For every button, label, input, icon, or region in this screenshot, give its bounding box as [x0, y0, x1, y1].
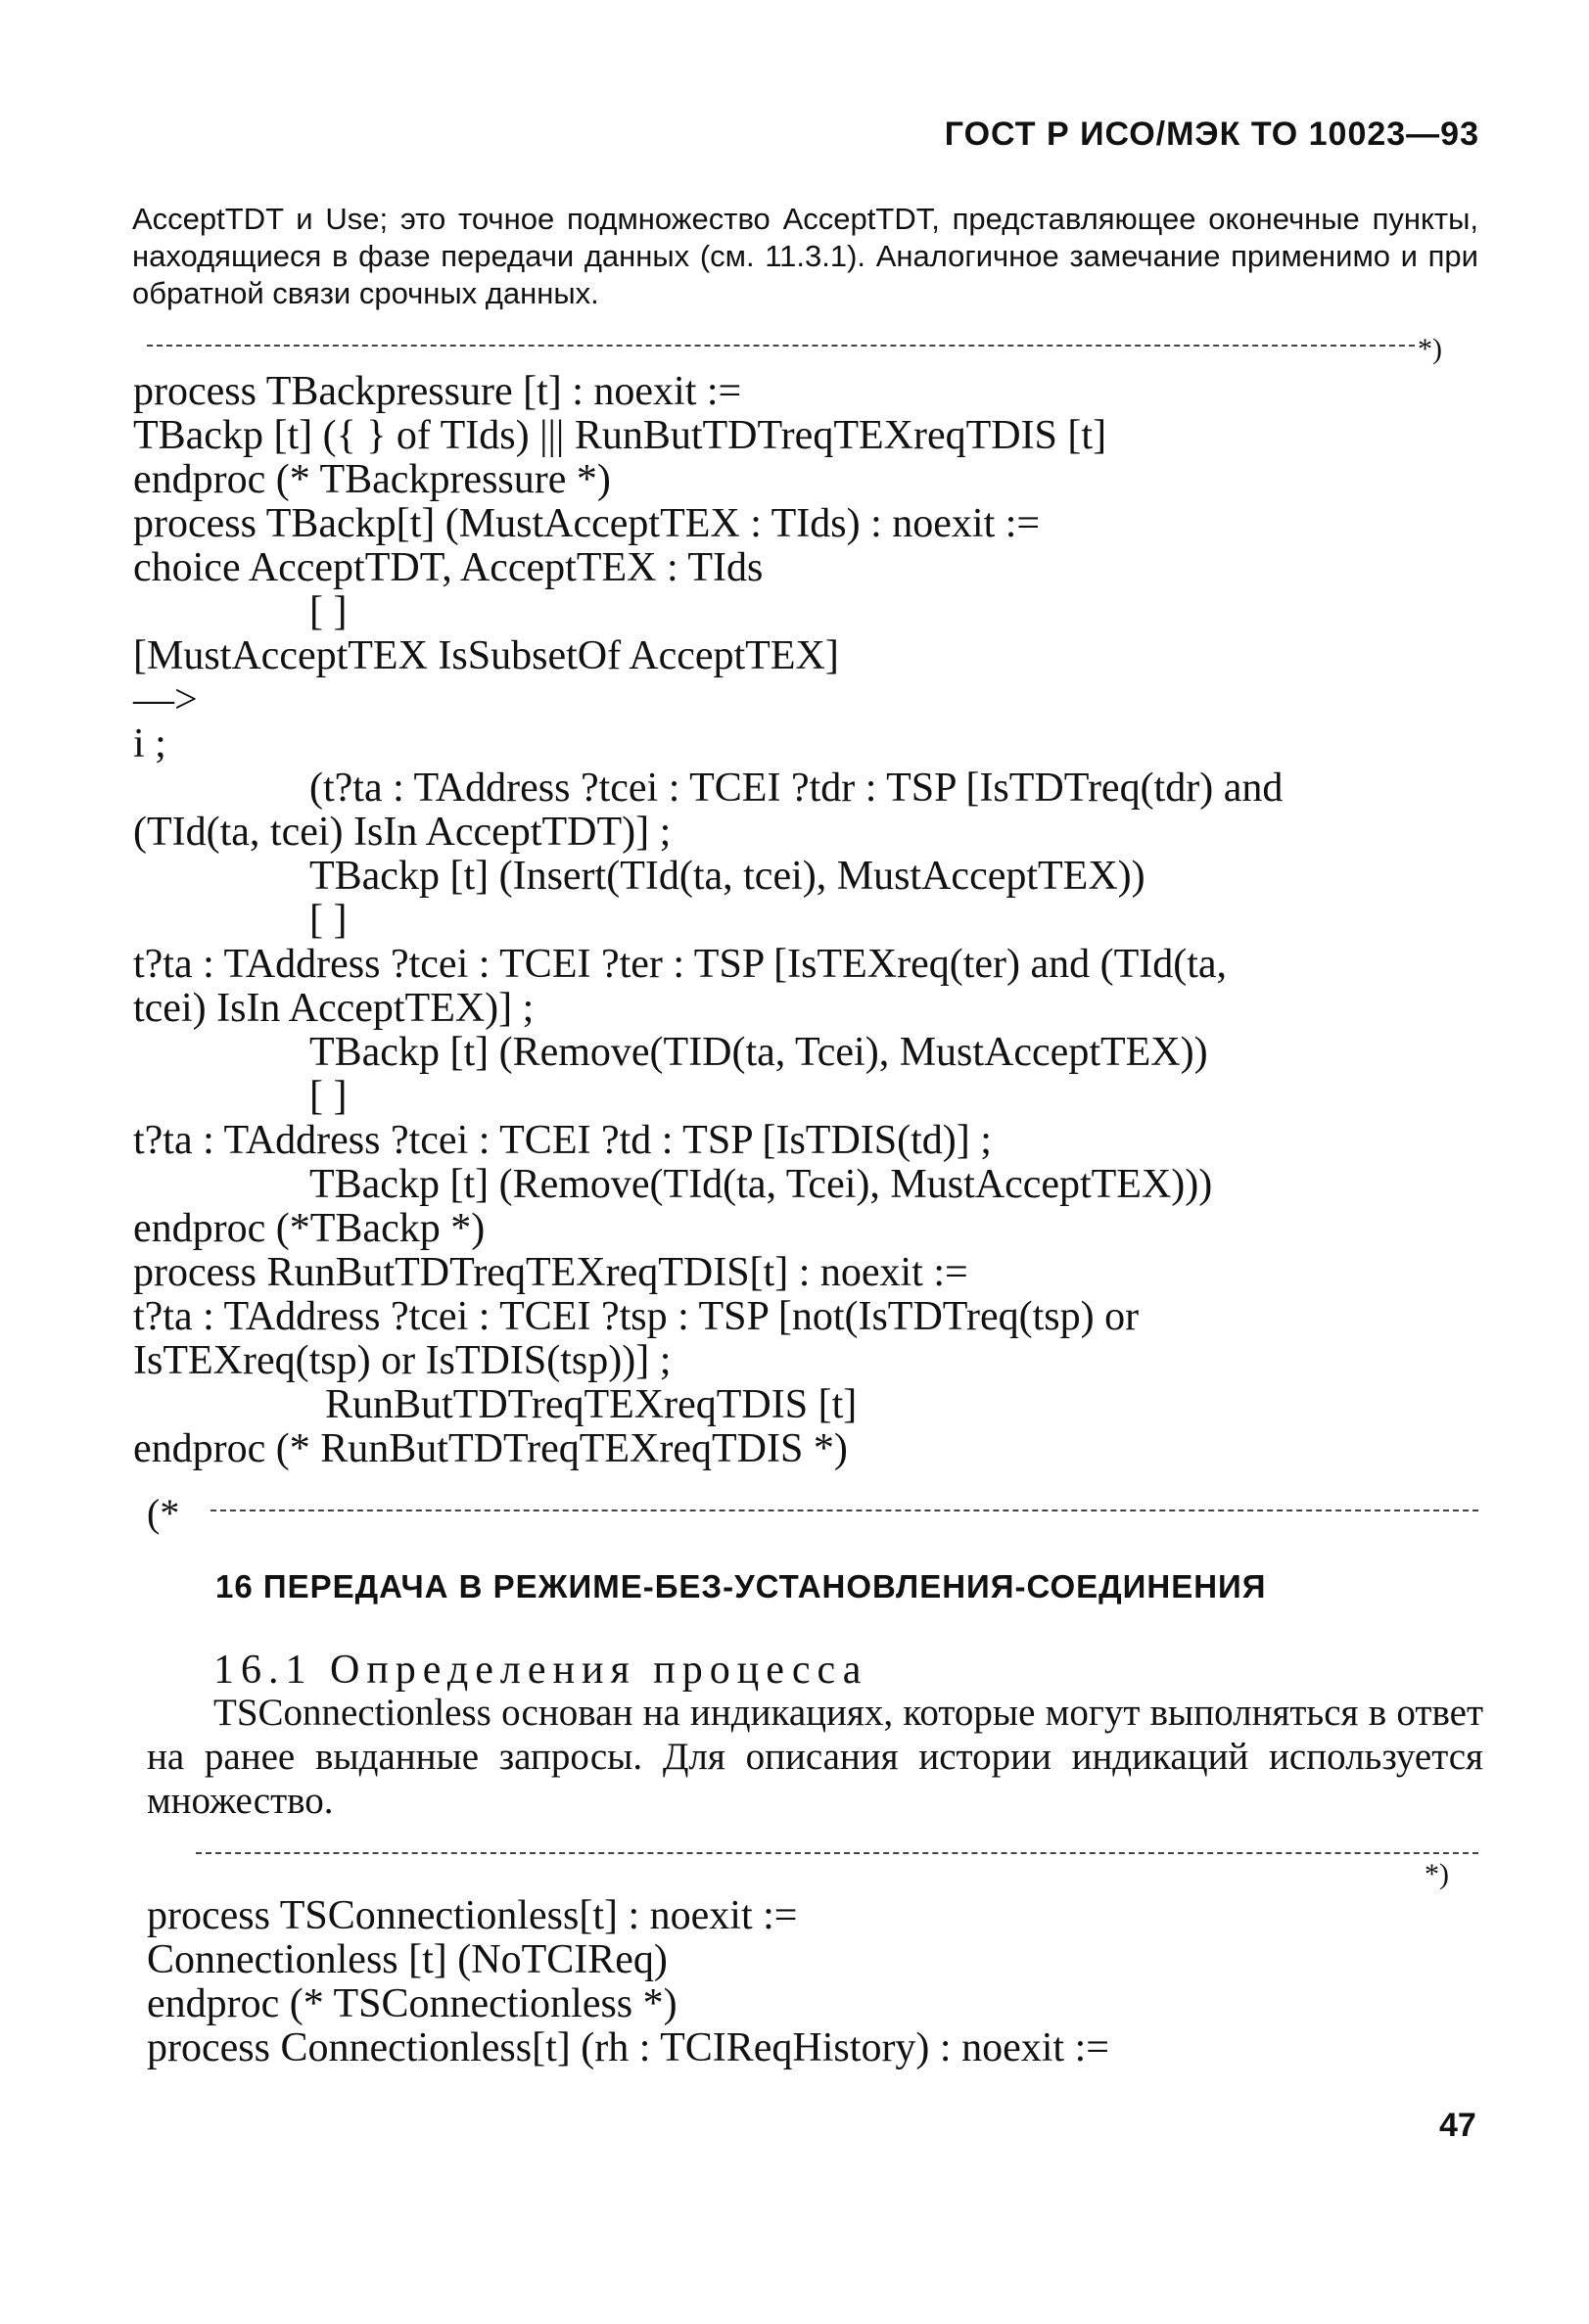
- subsection-title: 16.1 Определения процесса: [213, 1648, 868, 1693]
- dashed-separator: [147, 345, 1415, 347]
- code-line: endproc (* TSConnectionless *): [147, 1981, 678, 2026]
- code-line: process RunButTDTreqTEXreqTDIS[t] : noexit :=: [133, 1250, 968, 1295]
- code-line: [ ]: [309, 589, 348, 634]
- code-line: TBackp [t] ({ } of TIds) ||| RunButTDTreqTEXreqTDIS [t]: [133, 413, 1107, 458]
- code-line: process Connectionless[t] (rh : TCIReqHistory) : noexit :=: [147, 2025, 1109, 2070]
- code-line: t?ta : TAddress ?tcei : TCEI ?tsp : TSP [not(IsTDTreq(tsp) or: [133, 1294, 1140, 1339]
- code-line: t?ta : TAddress ?tcei : TCEI ?ter : TSP [IsTEXreq(ter) and (TId(ta,: [133, 942, 1228, 987]
- dashed-separator: [196, 1852, 1478, 1854]
- comment-close-mark: *): [1425, 1858, 1449, 1890]
- document-header: ГОСТ Р ИСО/МЭК ТО 10023—93: [944, 116, 1479, 153]
- code-line: tcei) IsIn AcceptTEX)] ;: [133, 986, 535, 1031]
- code-line: TBackp [t] (Remove(TId(ta, Tcei), MustAcceptTEX))): [309, 1162, 1213, 1207]
- dashed-separator: [210, 1510, 1478, 1511]
- code-line: t?ta : TAddress ?tcei : TCEI ?td : TSP [IsTDIS(td)] ;: [133, 1118, 992, 1163]
- code-line: RunButTDTreqTEXreqTDIS [t]: [325, 1382, 858, 1427]
- section-title: 16 ПЕРЕДАЧА В РЕЖИМЕ-БЕЗ-УСТАНОВЛЕНИЯ-СОЕДИНЕНИЯ: [215, 1568, 1267, 1604]
- intro-paragraph: AcceptTDT и Use; это точное подмножество AcceptTDT, представляющее оконечные пункты, находящиеся в фазе передачи данных (см. 11.3.1). Аналогичное замечание применимо и при обратной связи срочных данных.: [132, 202, 1478, 310]
- code-line: (TId(ta, tcei) IsIn AcceptTDT)] ;: [133, 810, 672, 855]
- comment-open-mark: (*: [147, 1491, 180, 1535]
- code-line: [MustAcceptTEX IsSubsetOf AcceptTEX]: [133, 633, 839, 678]
- code-line: —>: [133, 677, 198, 722]
- code-line: IsTEXreq(tsp) or IsTDIS(tsp))] ;: [133, 1338, 672, 1383]
- code-line: endproc (* TBackpressure *): [133, 457, 611, 502]
- code-line: process TBackpressure [t] : noexit :=: [133, 369, 742, 414]
- code-line: endproc (* RunButTDTreqTEXreqTDIS *): [133, 1426, 848, 1471]
- code-line: [ ]: [309, 898, 348, 943]
- code-line: process TSConnectionless[t] : noexit :=: [147, 1893, 798, 1938]
- code-block-1: [133, 370, 1484, 1471]
- code-line: (t?ta : TAddress ?tcei : TCEI ?tdr : TSP [IsTDTreq(tdr) and: [309, 766, 1284, 811]
- page-number: 47: [1439, 2107, 1476, 2144]
- code-line: choice AcceptTDT, AcceptTEX : TIds: [133, 545, 764, 590]
- code-line: i ;: [133, 721, 166, 767]
- code-line: TBackp [t] (Insert(TId(ta, tcei), MustAcceptTEX)): [309, 854, 1145, 899]
- code-line: [ ]: [309, 1074, 348, 1119]
- code-line: endproc (*TBackp *): [133, 1206, 486, 1251]
- code-line: process TBackp[t] (MustAcceptTEX : TIds) : noexit :=: [133, 501, 1041, 546]
- section-paragraph: TSConnectionless основан на индикациях, которые могут выполняться в ответ на ранее выданные запросы. Для описания истории индикаций используется множество.: [147, 1692, 1483, 1822]
- comment-close-mark: *): [1418, 333, 1442, 365]
- code-line: Connectionless [t] (NoTCIReq): [147, 1937, 668, 1982]
- code-block-2: [147, 1894, 1498, 2070]
- code-line: TBackp [t] (Remove(TID(ta, Tcei), MustAcceptTEX)): [309, 1030, 1208, 1075]
